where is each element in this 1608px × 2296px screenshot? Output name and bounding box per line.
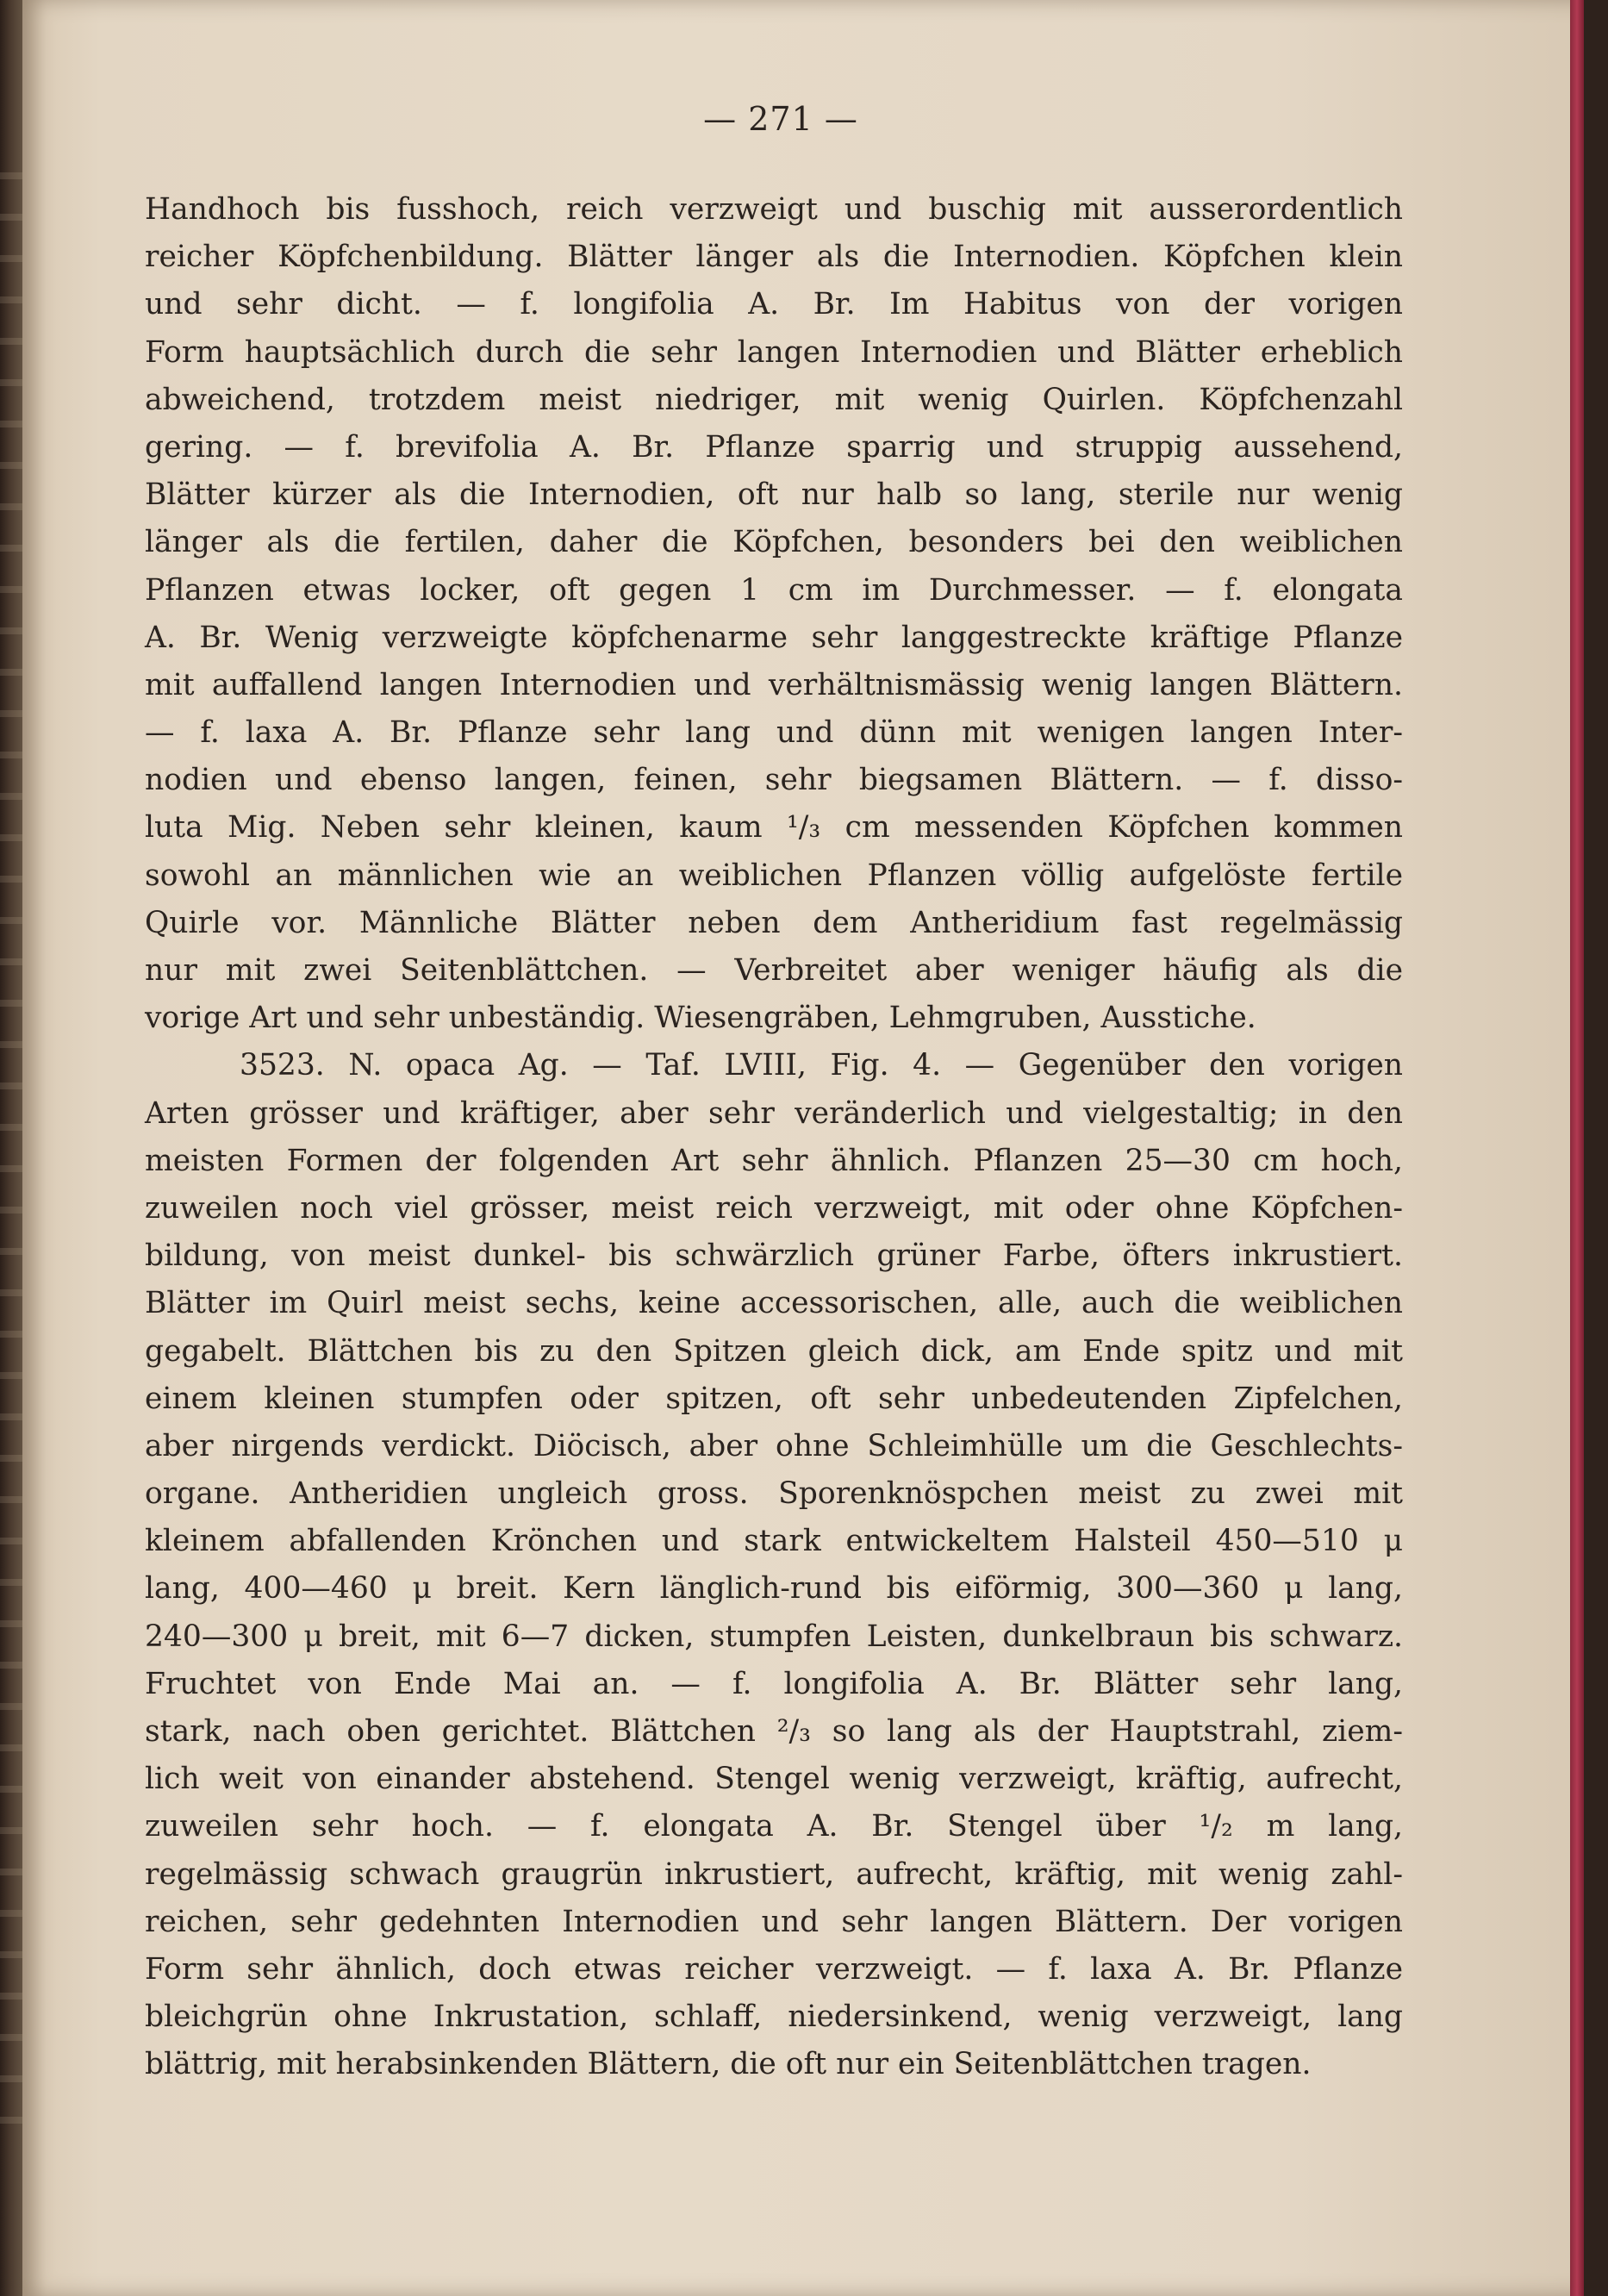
text-line: Quirle vor. Männliche Blätter neben dem Antheridium fast regelmässig <box>145 905 1403 940</box>
text-line: Arten grösser und kräftiger, aber sehr veränderlich und vielgestaltig; in den <box>145 1095 1403 1131</box>
text-line: mit auffallend langen Internodien und verhältnismässig wenig langen Blättern. <box>145 667 1403 702</box>
text-line: kleinem abfallenden Krönchen und stark entwickeltem Halsteil 450—510 μ <box>145 1524 1403 1559</box>
text-line: gegabelt. Blättchen bis zu den Spitzen gleich dick, am Ende spitz und mit <box>145 1333 1403 1369</box>
text-line: luta Mig. Neben sehr kleinen, kaum ¹/₃ cm messenden Köpfchen kommen <box>145 810 1403 845</box>
text-line: bildung, von meist dunkel- bis schwärzlich grüner Farbe, öfters inkrustiert. <box>145 1238 1403 1274</box>
text-line: regelmässig schwach graugrün inkrustiert, aufrecht, kräftig, mit wenig zahl- <box>145 1856 1403 1892</box>
previous-page-text-remnants <box>0 172 22 2155</box>
text-line: aber nirgends verdickt. Diöcisch, aber ohne Schleimhülle um die Geschlechts- <box>145 1428 1403 1463</box>
text-line: zuweilen sehr hoch. — f. elongata A. Br. Stengel über ¹/₂ m lang, <box>145 1809 1403 1844</box>
text-line: organe. Antheridien ungleich gross. Sporenknöspchen meist zu zwei mit <box>145 1476 1403 1512</box>
text-line: sowohl an männlichen wie an weiblichen Pflanzen völlig aufgelöste fertile <box>145 858 1403 893</box>
text-line: Form hauptsächlich durch die sehr langen Internodien und Blätter erheblich <box>145 334 1403 370</box>
text-line: A. Br. Wenig verzweigte köpfchenarme sehr langgestreckte kräftige Pflanze <box>145 620 1403 655</box>
text-line: nodien und ebenso langen, feinen, sehr biegsamen Blättern. — f. disso- <box>145 763 1403 798</box>
text-line: 240—300 μ breit, mit 6—7 dicken, stumpfen Leisten, dunkelbraun bis schwarz. <box>145 1619 1403 1654</box>
page-number: — 271 — <box>703 100 858 138</box>
text-line: länger als die fertilen, daher die Köpfchen, besonders bei den weiblichen <box>145 525 1403 560</box>
text-line: Blätter im Quirl meist sechs, keine accessorischen, alle, auch die weiblichen <box>145 1286 1403 1321</box>
text-line: Blätter kürzer als die Internodien, oft nur halb so lang, sterile nur wenig <box>145 477 1403 513</box>
book-page <box>22 0 1584 2296</box>
text-line: Handhoch bis fusshoch, reich verzweigt und buschig mit ausserordentlich <box>145 192 1403 227</box>
text-line: abweichend, trotzdem meist niedriger, mit wenig Quirlen. Köpfchenzahl <box>145 382 1403 417</box>
text-line: lang, 400—460 μ breit. Kern länglich-rund bis eiförmig, 300—360 μ lang, <box>145 1571 1403 1607</box>
text-line: einem kleinen stumpfen oder spitzen, oft sehr unbedeutenden Zipfelchen, <box>145 1381 1403 1416</box>
body-text <box>145 186 1403 2089</box>
text-line: reicher Köpfchenbildung. Blätter länger als die Internodien. Köpfchen klein <box>145 240 1403 275</box>
text-line: nur mit zwei Seitenblättchen. — Verbreitet aber weniger häufig als die <box>145 953 1403 988</box>
text-line: und sehr dicht. — f. longifolia A. Br. Im Habitus von der vorigen <box>145 287 1403 322</box>
text-line: — f. laxa A. Br. Pflanze sehr lang und dünn mit wenigen langen Inter- <box>145 715 1403 751</box>
text-line: vorige Art und sehr unbeständig. Wiesengräben, Lehmgruben, Ausstiche. <box>145 1001 1256 1036</box>
text-line: gering. — f. brevifolia A. Br. Pflanze sparrig und struppig aussehend, <box>145 429 1403 465</box>
scanner-bed-edge <box>1584 0 1608 2296</box>
text-line: blättrig, mit herabsinkenden Blättern, die oft nur ein Seitenblättchen tragen. <box>145 2047 1312 2082</box>
text-line: lich weit von einander abstehend. Stengel wenig verzweigt, kräftig, aufrecht, <box>145 1762 1403 1797</box>
text-line: reichen, sehr gedehnten Internodien und sehr langen Blättern. Der vorigen <box>145 1904 1403 1939</box>
text-line: meisten Formen der folgenden Art sehr ähnlich. Pflanzen 25—30 cm hoch, <box>145 1143 1403 1178</box>
text-line: bleichgrün ohne Inkrustation, schlaff, niedersinkend, wenig verzweigt, lang <box>145 2000 1403 2035</box>
text-line: stark, nach oben gerichtet. Blättchen ²/₃ so lang als der Hauptstrahl, ziem- <box>145 1714 1403 1749</box>
text-line: Form sehr ähnlich, doch etwas reicher verzweigt. — f. laxa A. Br. Pflanze <box>145 1951 1403 1987</box>
text-line: Fruchtet von Ende Mai an. — f. longifolia A. Br. Blätter sehr lang, <box>145 1666 1403 1701</box>
binding-strip <box>1570 0 1584 2296</box>
species-entry-line: 3523. N. opaca Ag. — Taf. LVIII, Fig. 4. — Gegenüber den vorigen <box>240 1048 1403 1083</box>
text-line: Pflanzen etwas locker, oft gegen 1 cm im Durchmesser. — f. elongata <box>145 572 1403 608</box>
text-line: zuweilen noch viel grösser, meist reich verzweigt, mit oder ohne Köpfchen- <box>145 1190 1403 1226</box>
